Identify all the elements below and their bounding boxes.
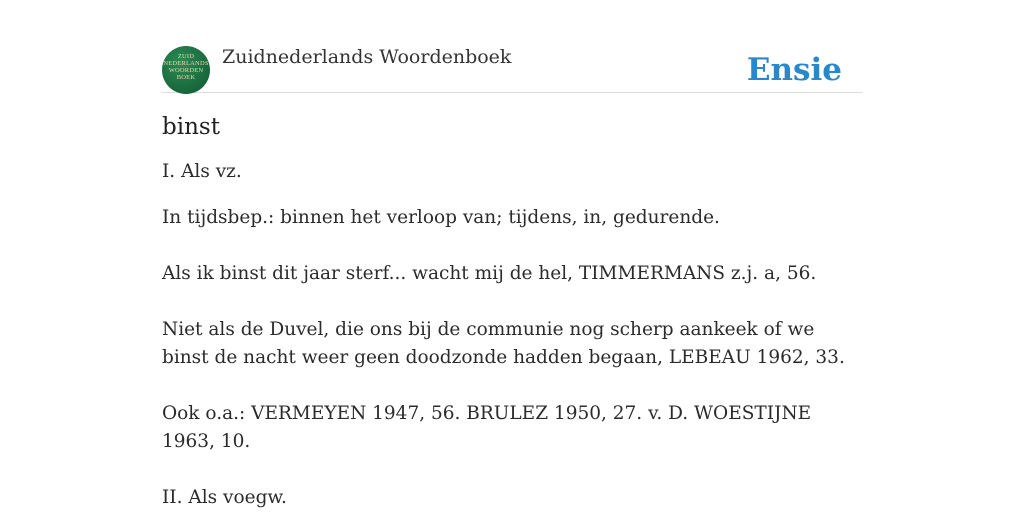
logo-line: BOEK: [176, 74, 196, 81]
dictionary-logo[interactable]: [162, 46, 210, 94]
site-header: [162, 44, 862, 93]
definition-text: In tijdsbep.: binnen het verloop van; tijdens, in, gedurende.: [162, 207, 720, 228]
page-title: binst: [162, 114, 220, 140]
sense-label: II. Als voegw.: [162, 487, 287, 508]
ensie-brand-logo[interactable]: Ensie: [746, 52, 842, 88]
logo-line: NEDERLANDS: [163, 60, 209, 67]
example-citation: Ook o.a.: VERMEYEN 1947, 56. BRULEZ 1950, 27. v. D. WOESTIJNE 1963, 10.: [162, 403, 812, 452]
logo-line: WOORDEN: [168, 67, 204, 74]
sense-label: I. Als vz.: [162, 161, 242, 182]
logo-line: ZUID: [177, 53, 195, 60]
logo-text: [162, 53, 210, 81]
example-citation: Niet als de Duvel, die ons bij de communie nog scherp aankeek of we binst de nacht weer geen doodzonde hadden begaan, LEBEAU 1962, 33.: [162, 319, 845, 368]
dictionary-title-link[interactable]: Zuidnederlands Woordenboek: [222, 46, 512, 68]
example-citation: Als ik binst dit jaar sterf... wacht mij de hel, TIMMERMANS z.j. a, 56.: [162, 263, 817, 284]
entry-content: [162, 114, 852, 512]
